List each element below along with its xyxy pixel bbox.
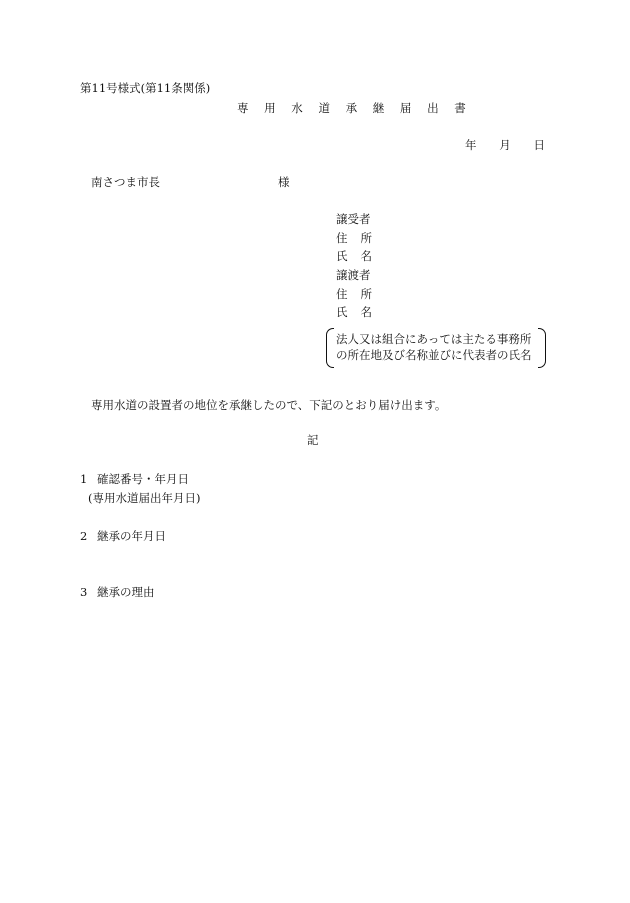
document-title: 専 用 水 道 承 継 届 出 書 [237,101,472,115]
transferee-address-label [336,231,372,245]
left-bracket [326,328,334,368]
ki-heading: 記 [307,433,319,447]
corporate-note-line-2: の所在地及び名称並びに代表者の氏名 [336,348,532,362]
transferor-name-char-2: 名 [360,305,372,319]
transferee-address-char-1: 住 [336,231,348,245]
transferee-name-char-2: 名 [360,249,372,263]
transferor-name-label [336,305,372,319]
date-year-label: 年 [465,138,477,152]
item-3-text: 継承の理由 [97,585,155,599]
transferee-name-char-1: 氏 [336,249,348,263]
date-month-label: 月 [499,138,511,152]
transferor-heading: 譲渡者 [336,268,371,282]
addressee-name: 南さつま市長 [91,175,160,189]
item-3-number: 3 [80,585,88,599]
item-1-text: 確認番号・年月日 [97,472,189,486]
transferor-address-label [336,287,372,301]
item-2-number: 2 [80,529,88,543]
corporate-note [326,328,546,366]
transferee-address-char-2: 所 [360,231,372,245]
transferee-heading: 譲受者 [336,212,371,226]
date-line [465,138,545,152]
transferee-name-label [336,249,372,263]
transferor-address-char-1: 住 [336,287,348,301]
transferor-address-char-2: 所 [360,287,372,301]
date-day-label: 日 [533,138,545,152]
item-2-text: 継承の年月日 [97,529,166,543]
addressee-honorific: 様 [278,175,290,189]
corporate-note-line-1: 法人又は組合にあっては主たる事務所 [336,332,532,346]
statement-text: 専用水道の設置者の地位を承継したので、下記のとおり届け出ます。 [91,398,447,412]
item-1-subtext: (専用水道届出年月日) [88,491,201,505]
item-1-number: 1 [80,472,88,486]
right-bracket [538,328,546,368]
transferor-name-char-1: 氏 [336,305,348,319]
form-number: 第11号様式(第11条関係) [80,81,211,95]
